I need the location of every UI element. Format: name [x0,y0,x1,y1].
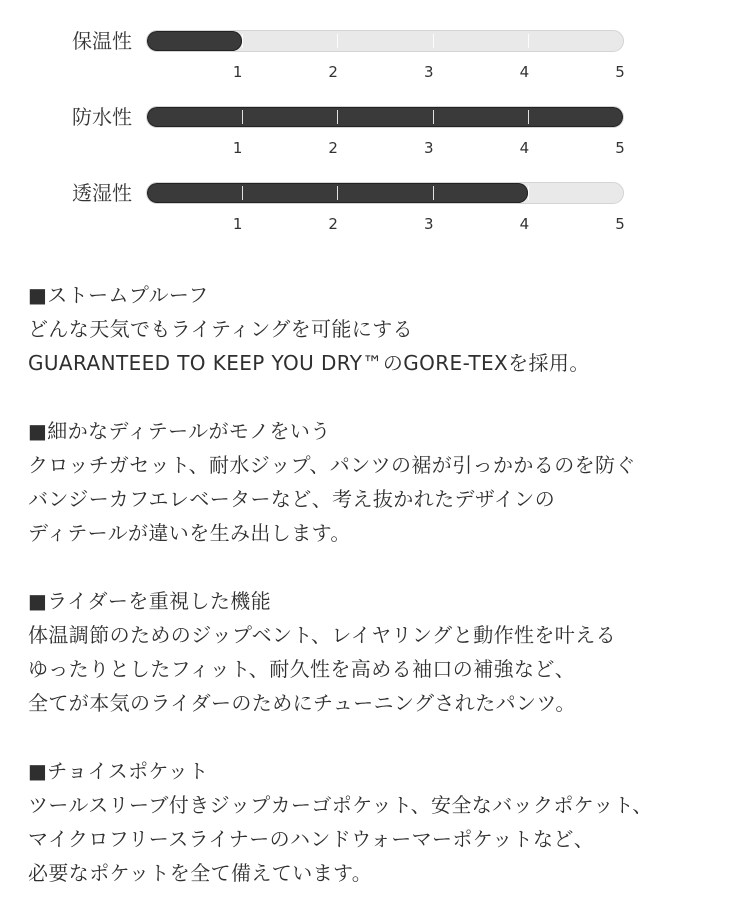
tick-mark [528,34,529,48]
section-heading: ■ストームプルーフ [28,283,209,307]
tick-mark [242,34,243,48]
section-heading: ■チョイスポケット [28,759,209,783]
tick-mark [337,110,338,124]
tick-label: 2 [328,215,338,233]
tick-mark [242,186,243,200]
rating-bar [146,106,624,128]
rating-row-breathability [0,181,740,241]
section-pockets [28,754,728,890]
section-text: 体温調節のためのジップベント、レイヤリングと動作性を叶える [28,623,616,647]
rating-fill [147,107,623,127]
tick-mark [337,34,338,48]
section-heading: ■ライダーを重視した機能 [28,589,272,613]
tick-label: 1 [232,63,243,81]
rating-label: 透湿性 [72,181,132,205]
tick-mark [337,186,338,200]
section-text: GUARANTEED TO KEEP YOU DRY™のGORE-TEXを採用。 [28,351,590,375]
tick-label: 1 [232,215,243,233]
tick-label: 2 [328,139,338,157]
tick-label: 5 [615,139,625,157]
ratings-panel [0,0,740,260]
section-text: 必要なポケットを全て備えています。 [28,861,373,885]
tick-label: 4 [519,139,530,157]
section-text: ゆったりとしたフィット、耐久性を高める袖口の補強など、 [28,657,576,681]
tick-label: 1 [232,139,243,157]
description [28,278,728,924]
tick-label: 3 [424,215,434,233]
rating-bar [146,30,624,52]
section-stormproof [28,278,728,380]
section-text: どんな天気でもライティングを可能にする [28,317,413,341]
tick-label: 4 [519,63,530,81]
tick-mark [433,34,434,48]
section-text: マイクロフリースライナーのハンドウォーマーポケットなど、 [28,827,595,851]
section-heading: ■細かなディテールがモノをいう [28,419,331,443]
tick-label: 3 [424,139,434,157]
section-rider-features [28,584,728,720]
section-text: 全てが本気のライダーのためにチューニングされたパンツ。 [28,691,576,715]
tick-label: 5 [615,215,625,233]
rating-fill [147,31,242,51]
rating-label: 防水性 [72,105,132,129]
tick-mark [433,186,434,200]
tick-label: 2 [328,63,338,81]
section-details [28,414,728,550]
rating-row-warmth [0,29,740,89]
tick-mark [242,110,243,124]
tick-mark [528,186,529,200]
rating-row-waterproof [0,105,740,165]
tick-mark [433,110,434,124]
tick-mark [528,110,529,124]
section-text: クロッチガセット、耐水ジップ、パンツの裾が引っかかるのを防ぐ [28,453,636,477]
section-text: バンジーカフエレベーターなど、考え抜かれたデザインの [28,487,556,511]
rating-label: 保温性 [72,29,132,53]
tick-label: 3 [424,63,434,81]
section-text: ツールスリーブ付きジップカーゴポケット、安全なバックポケット、 [28,793,653,817]
section-text: ディテールが違いを生み出します。 [28,521,351,545]
tick-label: 5 [615,63,625,81]
tick-label: 4 [519,215,530,233]
rating-bar [146,182,624,204]
